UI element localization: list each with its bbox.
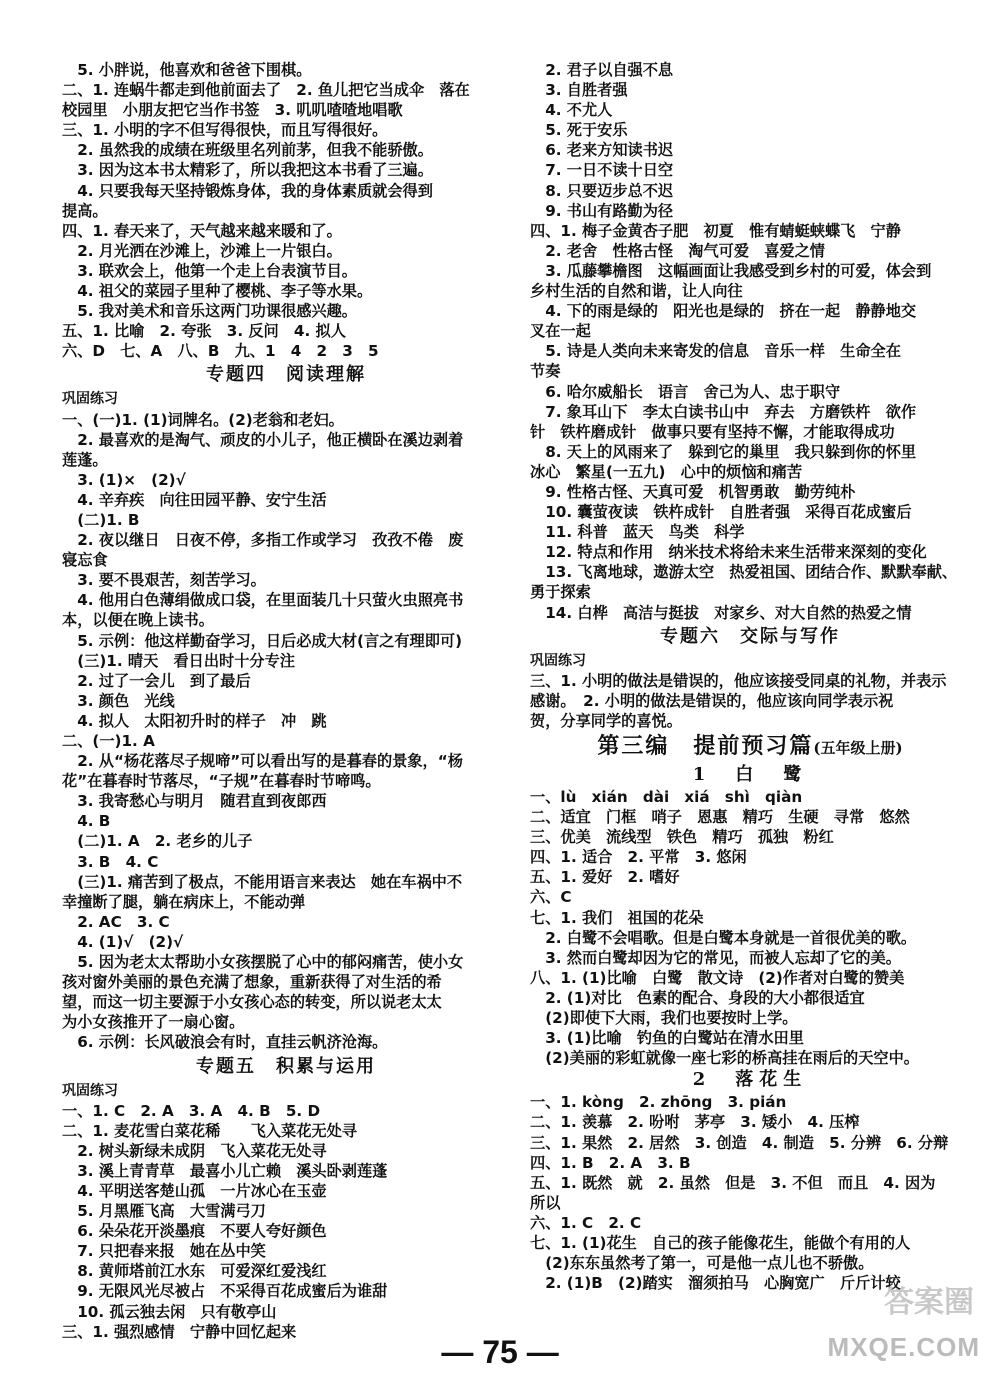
answer-line: 6. 老来方知读书迟	[530, 141, 674, 160]
answer-line: 9. 性格古怪、天真可爱 机智勇敢 勤劳纯朴	[530, 482, 856, 501]
answer-line: 8. 只要迈步总不迟	[530, 181, 674, 200]
page-number-value: 75	[482, 1334, 518, 1370]
answer-line: 针 铁杵磨成针 做事只要有坚持不懈，才能取得成功	[530, 422, 895, 441]
answer-line: 贺，分享同学的喜悦。	[530, 711, 682, 730]
answer-line: 3. B 4. C	[62, 852, 159, 871]
answer-line: 幸撞断了腿，躺在病床上，不能动弹	[62, 892, 305, 911]
answer-line: 4. 祖父的菜园子里种了樱桃、李子等水果。	[62, 282, 373, 301]
answer-line: (2)美丽的彩虹就像一座七彩的桥高挂在雨后的天空中。	[530, 1049, 919, 1068]
answer-line: (二)1. B	[62, 510, 140, 529]
answer-line: 4. 辛弃疾 向往田园平静、安宁生活	[62, 490, 327, 509]
answer-line: 五、1. 爱好 2. 嗜好	[530, 868, 680, 887]
answer-line: 6. 哈尔威船长 语言 舍己为人、忠于职守	[530, 382, 841, 401]
answer-line: 3. 联欢会上，他第一个走上台表演节目。	[62, 261, 357, 280]
answer-line: 四、1. 适合 2. 平常 3. 悠闲	[530, 848, 747, 867]
answer-line: 2. 老舍 性格古怪 淘气可爱 喜爱之情	[530, 241, 825, 260]
answer-line: 2. 最喜欢的是淘气、顽皮的小儿子，他正横卧在溪边剥着	[62, 430, 464, 449]
answer-line: 5. 我对美术和音乐这两门功课很感兴趣。	[62, 302, 357, 321]
answer-line: 2. AC 3. C	[62, 912, 170, 931]
answer-line: 5. 因为老太太帮助小女孩摆脱了心中的郁闷痛苦，使小女	[62, 953, 464, 972]
lesson-title: 2 落花生	[692, 1069, 808, 1091]
answer-line: 二、适宜 门框 哨子 恩惠 精巧 生硬 寻常 悠然	[530, 808, 910, 827]
answer-line: 7. 象耳山下 李太白读书山中 弃去 方磨铁杵 欲作	[530, 402, 917, 421]
answer-line: 4. 下的雨是绿的 阳光也是绿的 挤在一起 静静地交	[530, 302, 917, 321]
answer-line: 4. 不尤人	[530, 101, 613, 120]
answer-line: 10. 囊萤夜读 铁杵成针 自胜者强 采得百花成蜜后	[530, 503, 912, 522]
answer-line: 11. 科普 蓝天 鸟类 科学	[530, 523, 745, 542]
answer-line: 三、1. 小明的做法是错误的，他应该接受同桌的礼物，并表示	[530, 671, 947, 690]
page-number: — 75 —	[441, 1334, 559, 1370]
answer-line: 五、1. 既然 就 2. 虽然 但是 3. 不但 而且 4. 因为	[530, 1173, 936, 1192]
answer-line: 9. 书山有路勤为径	[530, 201, 674, 220]
answer-line: 二、1. 连蜗牛都走到他前面去了 2. 鱼儿把它当成伞 落在	[62, 81, 470, 100]
answer-line: 六、1. C 2. C	[530, 1213, 642, 1232]
part-heading	[530, 731, 970, 763]
answer-line: 七、1. 我们 祖国的花朵	[530, 908, 704, 927]
answer-line: 莲蓬。	[62, 450, 108, 469]
answer-line: (三)1. 痛苦到了极点，不能用语言来表达 她在车祸中不	[62, 872, 463, 891]
answer-line: 3. 然而白鹭却因为它的常见，而被人忘却了它的美。	[530, 948, 901, 967]
answer-line: 2. (1)B (2)踏实 溜须拍马 心胸宽广 斤斤计较	[530, 1274, 901, 1293]
answer-line: 八、1. (1)比喻 白鹭 散文诗 (2)作者对白鹭的赞美	[530, 968, 905, 987]
answer-line: 3. 自胜者强	[530, 81, 628, 100]
answer-line: 乡村生活的自然和谐，让人向往	[530, 282, 743, 301]
answer-line: 12. 特点和作用 纳米技术将给未来生活带来深刻的变化	[530, 543, 927, 562]
part-subtitle: (五年级上册)	[813, 739, 903, 757]
answer-line: 2. 月光洒在沙滩上，沙滩上一片银白。	[62, 241, 342, 260]
answer-line: 3. 要不畏艰苦，刻苦学习。	[62, 571, 266, 590]
answer-line: 一、1. C 2. A 3. A 4. B 5. D	[62, 1101, 321, 1120]
answer-line: 3. 我寄愁心与明月 随君直到夜郎西	[62, 792, 327, 811]
answer-line: (2)即使下大雨，我们也要按时上学。	[530, 1009, 798, 1028]
answer-line: (二)1. A 2. 老乡的儿子	[62, 832, 253, 851]
answer-line: 3. 瓜藤攀檐图 这幅画面让我感受到乡村的可爱，体会到	[530, 261, 932, 280]
answer-line: 一、1. kòng 2. zhōng 3. pián	[530, 1093, 787, 1112]
answer-line: 2. 夜以继日 日夜不停，多指工作或学习 孜孜不倦 废	[62, 531, 464, 550]
answer-line: 2. 从“杨花落尽子规啼”可以看出写的是暮春的景象，“杨	[62, 752, 463, 771]
answer-line: 2. 虽然我的成绩在班级里名列前茅，但我不能骄傲。	[62, 141, 433, 160]
answer-line: 二、1. 羡慕 2. 吩咐 茅亭 3. 矮小 4. 压榨	[530, 1113, 860, 1132]
answer-line: 六、C	[530, 888, 572, 907]
answer-line: 13. 飞离地球，遨游太空 热爱祖国、团结合作、默默奉献、	[530, 563, 958, 582]
watermark-url: MXQE.COM	[827, 1332, 980, 1362]
answer-line: 3. 溪上青青草 最喜小儿亡赖 溪头卧剥莲蓬	[62, 1161, 388, 1180]
answer-line: 2. (1)对比 色素的配合、身段的大小都很适宜	[530, 988, 865, 1007]
answer-line: 本，以便在晚上读书。	[62, 611, 214, 630]
answer-line: 3. (1)× (2)√	[62, 470, 186, 489]
answer-line: 三、1. 强烈感情 宁静中回忆起来	[62, 1322, 297, 1341]
answer-line: 二、(一)1. A	[62, 732, 155, 750]
answer-line: 寝忘食	[62, 551, 108, 570]
answer-line: 叉在一起	[530, 322, 591, 341]
answer-line: 五、1. 比喻 2. 夸张 3. 反问 4. 拟人	[62, 322, 346, 341]
answer-line: 9. 无限风光尽被占 不采得百花成蜜后为谁甜	[62, 1282, 388, 1301]
answer-line: 2. 君子以自强不息	[530, 61, 674, 79]
answer-line: 3. 颜色 光线	[62, 691, 175, 710]
answer-line: 四、1. B 2. A 3. B	[530, 1153, 691, 1172]
answer-line: 10. 孤云独去闲 只有敬亭山	[62, 1302, 277, 1321]
answer-line: (2)东东虽然考了第一，可是他一点儿也不骄傲。	[530, 1254, 874, 1273]
answer-line: 5. 诗是人类向未来寄发的信息 音乐一样 生命全在	[530, 342, 901, 361]
answer-line: 5. 月黑雁飞高 大雪满弓刀	[62, 1202, 266, 1221]
answer-line: 为小女孩推开了一扇心窗。	[62, 1013, 245, 1032]
lesson-title: 1 白 鹭	[692, 764, 808, 785]
section-heading: 专题五 积累与运用	[196, 1055, 376, 1077]
answer-line: 4. (1)√ (2)√	[62, 932, 184, 951]
answer-line: 勇于探索	[530, 583, 591, 602]
answer-line: 3. 因为这本书太精彩了，所以我把这本书看了三遍。	[62, 161, 433, 180]
answer-line: 5. 示例：他这样勤奋学习，日后必成大材(言之有理即可)	[62, 631, 463, 650]
answer-line: 一、(一)1. (1)词牌名。(2)老翁和老妇。	[62, 410, 344, 429]
exercise-label: 巩固练习	[530, 652, 586, 669]
answer-line: 4. B	[62, 812, 111, 831]
answer-line: 4. 拟人 太阳初升时的样子 冲 跳	[62, 711, 327, 730]
answer-line: 3. (1)比喻 钓鱼的白鹭站在清水田里	[530, 1029, 804, 1048]
answer-line: 7. 只把春来报 她在丛中笑	[62, 1242, 266, 1261]
answer-line: 2. 过了一会儿 到了最后	[62, 671, 251, 690]
left-column	[62, 60, 510, 1342]
answer-line: 望，而这一切主要源于小女孩心态的转变，所以说老太太	[62, 993, 442, 1012]
answer-line: 5. 小胖说，他喜欢和爸爸下围棋。	[62, 61, 312, 79]
answer-line: 节奏	[530, 362, 561, 381]
answer-line: 七、1. (1)花生 自己的孩子能像花生，能做个有用的人	[530, 1233, 911, 1252]
answer-line: 感谢。 2. 小明的做法是错误的，他应该向同学表示祝	[530, 691, 894, 710]
watermark-logo: 答案圈	[884, 1285, 974, 1320]
answer-line: 14. 白桦 高洁与挺拔 对家乡、对大自然的热爱之情	[530, 603, 912, 622]
answer-line: 2. 树头新绿未成阴 飞入菜花无处寻	[62, 1141, 327, 1160]
exercise-label: 巩固练习	[62, 391, 118, 408]
answer-line: 二、1. 麦花雪白菜花稀 飞入菜花无处寻	[62, 1121, 357, 1140]
answer-line: 孩对窗外美丽的景色充满了想象，重新获得了对生活的希	[62, 973, 442, 992]
answer-line: 四、1. 梅子金黄杏子肥 初夏 惟有蜻蜓蛱蝶飞 宁静	[530, 221, 901, 240]
answer-line: 6. 示例：长风破浪会有时，直挂云帆济沧海。	[62, 1033, 388, 1052]
answer-line: 4. 只要我每天坚持锻炼身体，我的身体素质就会得到	[62, 181, 433, 200]
answer-line: 4. 平明送客楚山孤 一片冰心在玉壶	[62, 1181, 327, 1200]
answer-line: 三、1. 果然 2. 居然 3. 创造 4. 制造 5. 分辨 6. 分辩	[530, 1133, 949, 1152]
answer-line: 4. 他用白色薄绢做成口袋，在里面装几十只萤火虫照亮书	[62, 591, 464, 610]
section-heading: 专题四 阅读理解	[206, 364, 366, 386]
section-heading: 专题六 交际与写作	[660, 625, 840, 647]
answer-line: (三)1. 晴天 看日出时十分专注	[62, 651, 295, 670]
answer-line: 花”在暮春时节落尽，“子规”在暮春时节啼鸣。	[62, 772, 381, 791]
answer-line: 一、lù xián dài xiá shì qiàn	[530, 788, 803, 806]
answer-line: 6. 朵朵花开淡墨痕 不要人夸好颜色	[62, 1222, 327, 1241]
part-title: 第三编 提前预习篇	[597, 733, 814, 759]
answer-line: 提高。	[62, 201, 108, 220]
answer-line: 六、D 七、A 八、B 九、1 4 2 3 5	[62, 342, 379, 361]
answer-line: 8. 天上的风雨来了 躲到它的巢里 我只躲到你的怀里	[530, 442, 917, 461]
answer-line: 冰心 繁星(一五九) 心中的烦恼和痛苦	[530, 462, 803, 481]
answer-line: 三、1. 小明的字不但写得很快，而且写得很好。	[62, 121, 388, 140]
answer-line: 8. 黄师塔前江水东 可爱深红爱浅红	[62, 1262, 327, 1281]
right-column	[530, 60, 970, 1293]
answer-line: 所以	[530, 1193, 561, 1212]
answer-line: 四、1. 春天来了，天气越来越来暖和了。	[62, 221, 342, 240]
answer-line: 5. 死于安乐	[530, 121, 628, 140]
answer-line: 2. 白鹭不会唱歌。但是白鹭本身就是一首很优美的歌。	[530, 928, 917, 947]
exercise-label: 巩固练习	[62, 1082, 118, 1099]
answer-line: 校园里 小朋友把它当作书签 3. 叽叽喳喳地唱歌	[62, 101, 403, 120]
answer-line: 三、优美 流线型 铁色 精巧 孤独 粉红	[530, 828, 834, 847]
answer-line: 7. 一日不读十日空	[530, 161, 674, 180]
